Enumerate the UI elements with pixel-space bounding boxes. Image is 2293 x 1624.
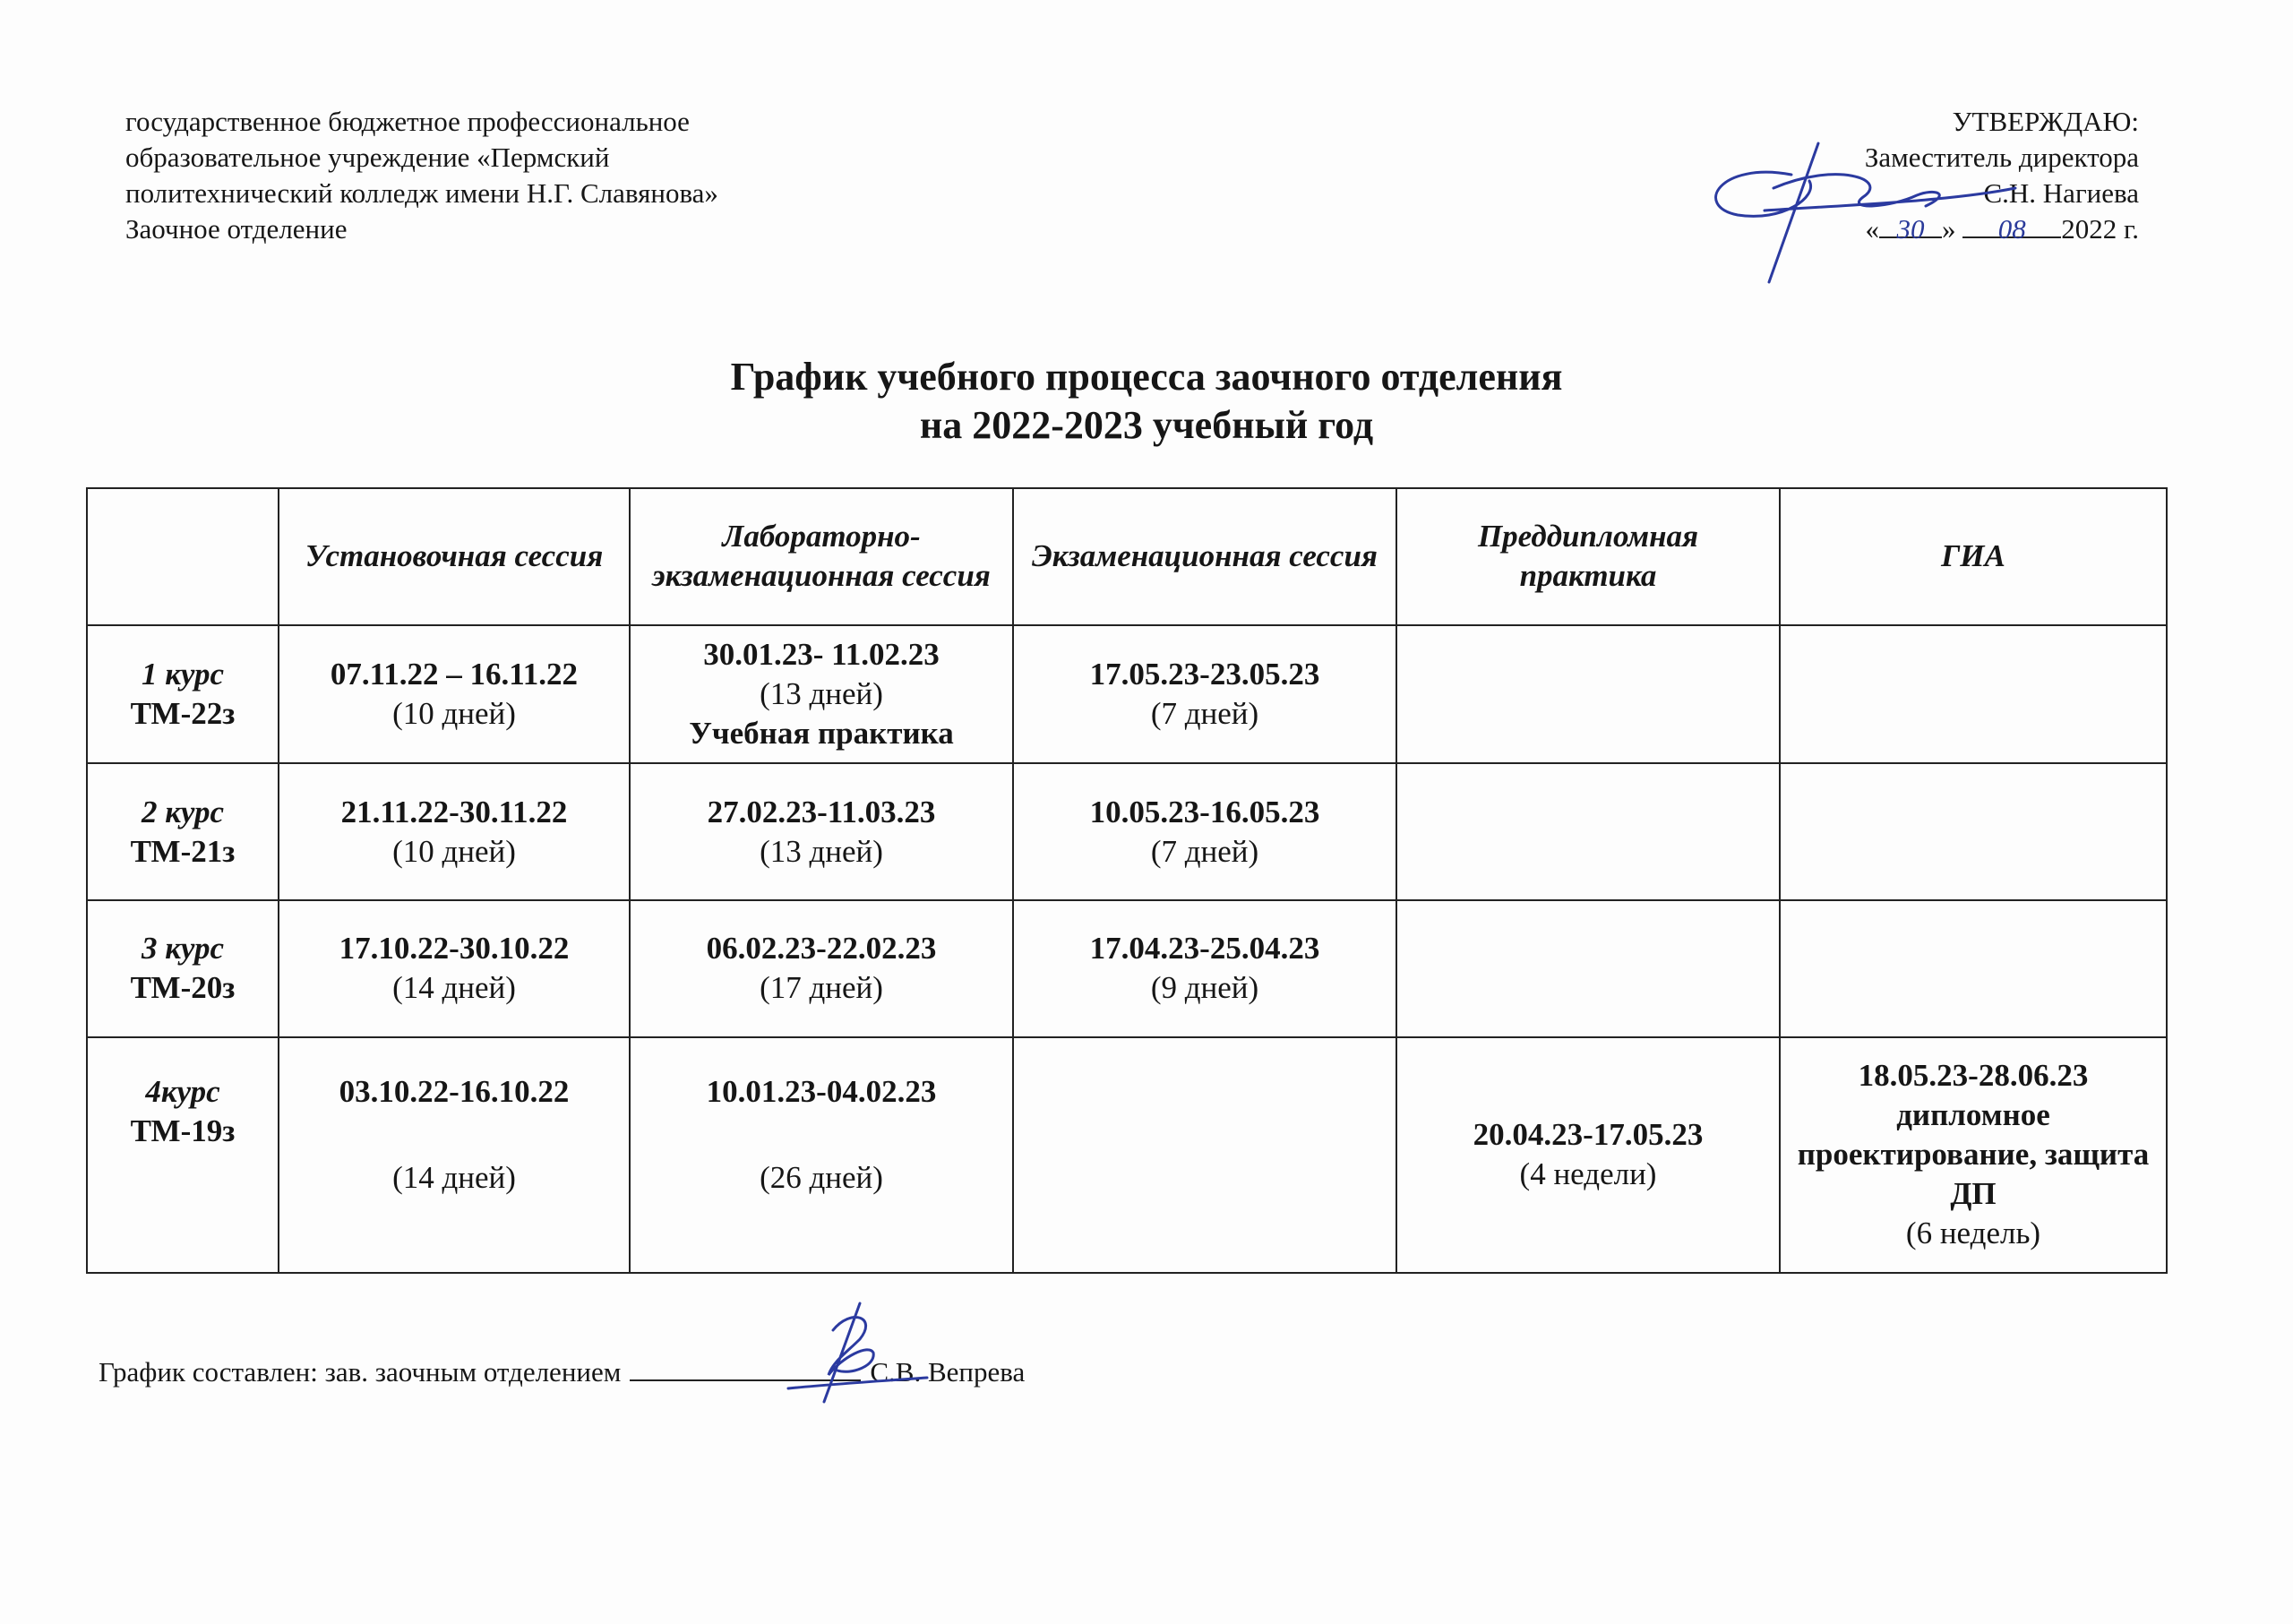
table-row (87, 625, 2167, 764)
exam-session-cell: 10.05.23-16.05.23 (7 дней) (1013, 763, 1396, 900)
signature-line (630, 1356, 861, 1381)
page-title: График учебного процесса заочного отделения на 2022-2023 учебный год (730, 355, 1563, 447)
setup-session-cell: 21.11.22-30.11.22 (10 дней) (279, 763, 630, 900)
approval-day: 30 (1879, 211, 1942, 238)
organization-line: образовательное учреждение «Пермский (125, 142, 610, 173)
compiled-by-label: График составлен: зав. заочным отделением (99, 1356, 622, 1388)
table-header-row (87, 488, 2167, 625)
approval-date: « 30 » 08 2022 г. (1865, 211, 2139, 247)
gia-cell (1780, 625, 2167, 764)
header-cell: Установочная сессия (279, 488, 630, 625)
setup-session-cell: 03.10.22-16.10.22 (14 дней) (279, 1037, 630, 1273)
course-cell: 4курс ТМ-19з (87, 1037, 279, 1273)
department-name: Заочное отделение (125, 213, 348, 245)
compiler-name: С.В. Вепрева (870, 1356, 1026, 1388)
compiled-by-line (99, 1354, 1025, 1390)
lab-session-cell: 10.01.23-04.02.23 (26 дней) (630, 1037, 1013, 1273)
exam-session-cell: 17.04.23-25.04.23 (9 дней) (1013, 900, 1396, 1037)
compiler-signature-icon (770, 1299, 932, 1406)
header-cell (87, 488, 279, 625)
header-cell: ГИА (1780, 488, 2167, 625)
header-cell: Преддипломная практика (1396, 488, 1780, 625)
approver-name: С.Н. Нагиева (1983, 177, 2139, 209)
gia-cell (1780, 900, 2167, 1037)
course-cell: 2 курс ТМ-21з (87, 763, 279, 900)
practice-cell: 20.04.23-17.05.23 (4 недели) (1396, 1037, 1780, 1273)
gia-cell (1780, 763, 2167, 900)
header-cell: Лабораторно-экзаменационная сессия (630, 488, 1013, 625)
setup-session-cell: 17.10.22-30.10.22 (14 дней) (279, 900, 630, 1037)
organization-line: политехнический колледж имени Н.Г. Славянова» (125, 177, 718, 209)
practice-cell (1396, 763, 1780, 900)
organization-block (125, 104, 718, 247)
gia-cell: 18.05.23-28.06.23 дипломное проектирование, защита ДП (6 недель) (1780, 1037, 2167, 1273)
practice-cell (1396, 900, 1780, 1037)
course-cell: 1 курс ТМ-22з (87, 625, 279, 764)
approval-year: 2022 г. (2061, 213, 2139, 245)
table-row (87, 763, 2167, 900)
exam-session-cell (1013, 1037, 1396, 1273)
setup-session-cell: 07.11.22 – 16.11.22 (10 дней) (279, 625, 630, 764)
approver-position: Заместитель директора (1864, 142, 2139, 173)
header-cell: Экзаменационная сессия (1013, 488, 1396, 625)
lab-session-cell: 30.01.23- 11.02.23 (13 дней) Учебная практика (630, 625, 1013, 764)
lab-session-cell: 06.02.23-22.02.23 (17 дней) (630, 900, 1013, 1037)
approval-block (1865, 104, 2139, 247)
table-row (87, 900, 2167, 1037)
schedule-table (86, 487, 2168, 1274)
organization-line: государственное бюджетное профессиональное (125, 106, 690, 137)
lab-session-cell: 27.02.23-11.03.23 (13 дней) (630, 763, 1013, 900)
approval-heading: УТВЕРЖДАЮ: (1952, 106, 2139, 137)
exam-session-cell: 17.05.23-23.05.23 (7 дней) (1013, 625, 1396, 764)
course-cell: 3 курс ТМ-20з (87, 900, 279, 1037)
practice-cell (1396, 625, 1780, 764)
approval-month: 08 (1962, 211, 2061, 238)
table-row (87, 1037, 2167, 1273)
